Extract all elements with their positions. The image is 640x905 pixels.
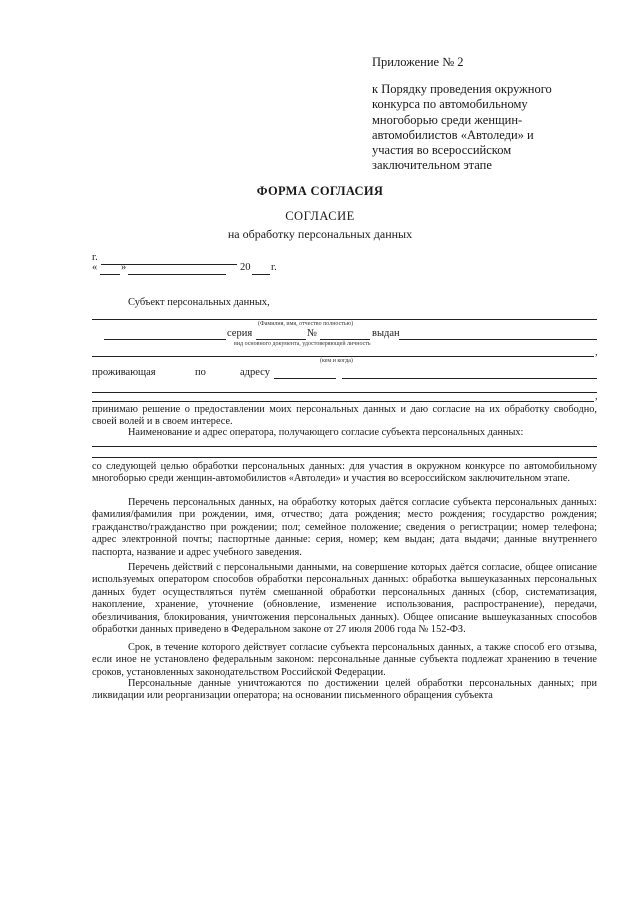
passport-issued-label: выдан [372,328,400,339]
doc-type-field[interactable] [104,339,226,340]
appendix-line: к Порядку проведения окружного [372,82,552,97]
address-field-2[interactable] [342,378,597,379]
appendix-title: Приложение № 2 [372,55,464,69]
date-month-field[interactable] [128,274,226,275]
date-year-prefix: 20 [240,262,251,273]
date-open-quote: « [92,262,98,273]
address-comma: , [595,391,598,402]
paragraph-purpose: со следующей целью обработки персональных данных: для участия в окружном конкурсе по автомобильному многоборью среди женщин-автомобилистов «Автоледи» и участия во всероссийском заключительном этапе. [92,461,597,485]
residence-word-1: проживающая [92,367,156,378]
passport-number-field[interactable] [320,339,370,340]
paragraph-destroy: Персональные данные уничтожаются по достижении целей обработки персональных данных; при ликвидации или реорганизации оператора; на основании письменного обращения субъекта [92,678,597,702]
paragraph-operator: Наименование и адрес оператора, получающего согласие субъекта персональных данных: [128,427,524,438]
passport-issued-field[interactable] [399,339,597,340]
consent-subtitle: на обработку персональных данных [227,227,413,241]
appendix-line: заключительном этапе [372,158,492,173]
operator-field-1[interactable] [92,446,597,447]
appendix-line: участия во всероссийском [372,143,512,158]
issuer-comma: , [595,347,598,358]
appendix-line: автомобилистов «Автоледи» и [372,127,534,142]
appendix-block [372,55,597,173]
consent-title: СОГЛАСИЕ [285,209,355,223]
appendix-line: конкурса по автомобильному [372,97,528,112]
city-prefix: г. [92,252,98,263]
date-year-suffix: г. [271,262,277,273]
address-field-3[interactable] [92,392,597,393]
address-field-1[interactable] [274,378,336,379]
hint-fio: (Фамилия, имя, отчество полностью) [258,321,354,327]
subject-label: Субъект персональных данных, [128,297,270,308]
date-day-field[interactable] [100,274,120,275]
paragraph-decision: принимаю решение о предоставлении моих персональных данных и даю согласие на их обработку свободно, своей волей и в своем интересе. [92,404,597,428]
address-field-4[interactable] [92,401,594,402]
hint-issuer: (кем и когда) [320,358,353,364]
paragraph-list: Перечень персональных данных, на обработку которых даётся согласие субъекта персональных данных: фамилия/фамилия при рождении, имя, отчество; дата рождения; место рождения; государство рождения; гражданство/гражданство при рождении; пол; семейное положение; сведения о регистрации; номер телефона; адрес электронной почты; паспортные данные: серия, номер; кем выдан; дата выдачи; данные внутреннего паспорта, название и адрес учебного заведения. [92,497,597,558]
date-close-quote: » [121,262,127,273]
fio-field[interactable] [92,319,597,320]
form-title: ФОРМА СОГЛАСИЯ [256,184,384,198]
paragraph-actions: Перечень действий с персональными данными, на совершение которых даётся согласие, общее описание используемых оператором способов обработки персональных данных: обработка вышеуказанных персональных данных будет осуществляться путём смешанной обработки персональных данных (сбор, систематизация, накопление, хранение, уточнение (обновление, изменение использования, распространение), передачи, обезличивания, блокирования, уничтожения персональных данных). Общее описание вышеуказанных способов обработки данных приведено в Федеральном законе от 27 июля 2006 года № 152-ФЗ. [92,562,597,636]
issuer-field[interactable] [92,356,594,357]
operator-field-2[interactable] [92,457,597,458]
appendix-line: многоборью среди женщин- [372,112,523,127]
date-year-field[interactable] [252,274,270,275]
residence-word-3: адресу [240,367,270,378]
passport-series-label: серия [227,328,253,339]
hint-doc: вид основного документа, удостоверяющей личность [234,341,371,347]
passport-series-field[interactable] [256,339,306,340]
paragraph-term: Срок, в течение которого действует согласие субъекта персональных данных, а также способ его отзыва, если иное не установлено федеральным законом: персональные данные субъекта подлежат хранению в течение сроков, установленных законодательством Российской Федерации. [92,642,597,678]
passport-number-label: № [307,328,318,339]
residence-word-2: по [195,367,206,378]
